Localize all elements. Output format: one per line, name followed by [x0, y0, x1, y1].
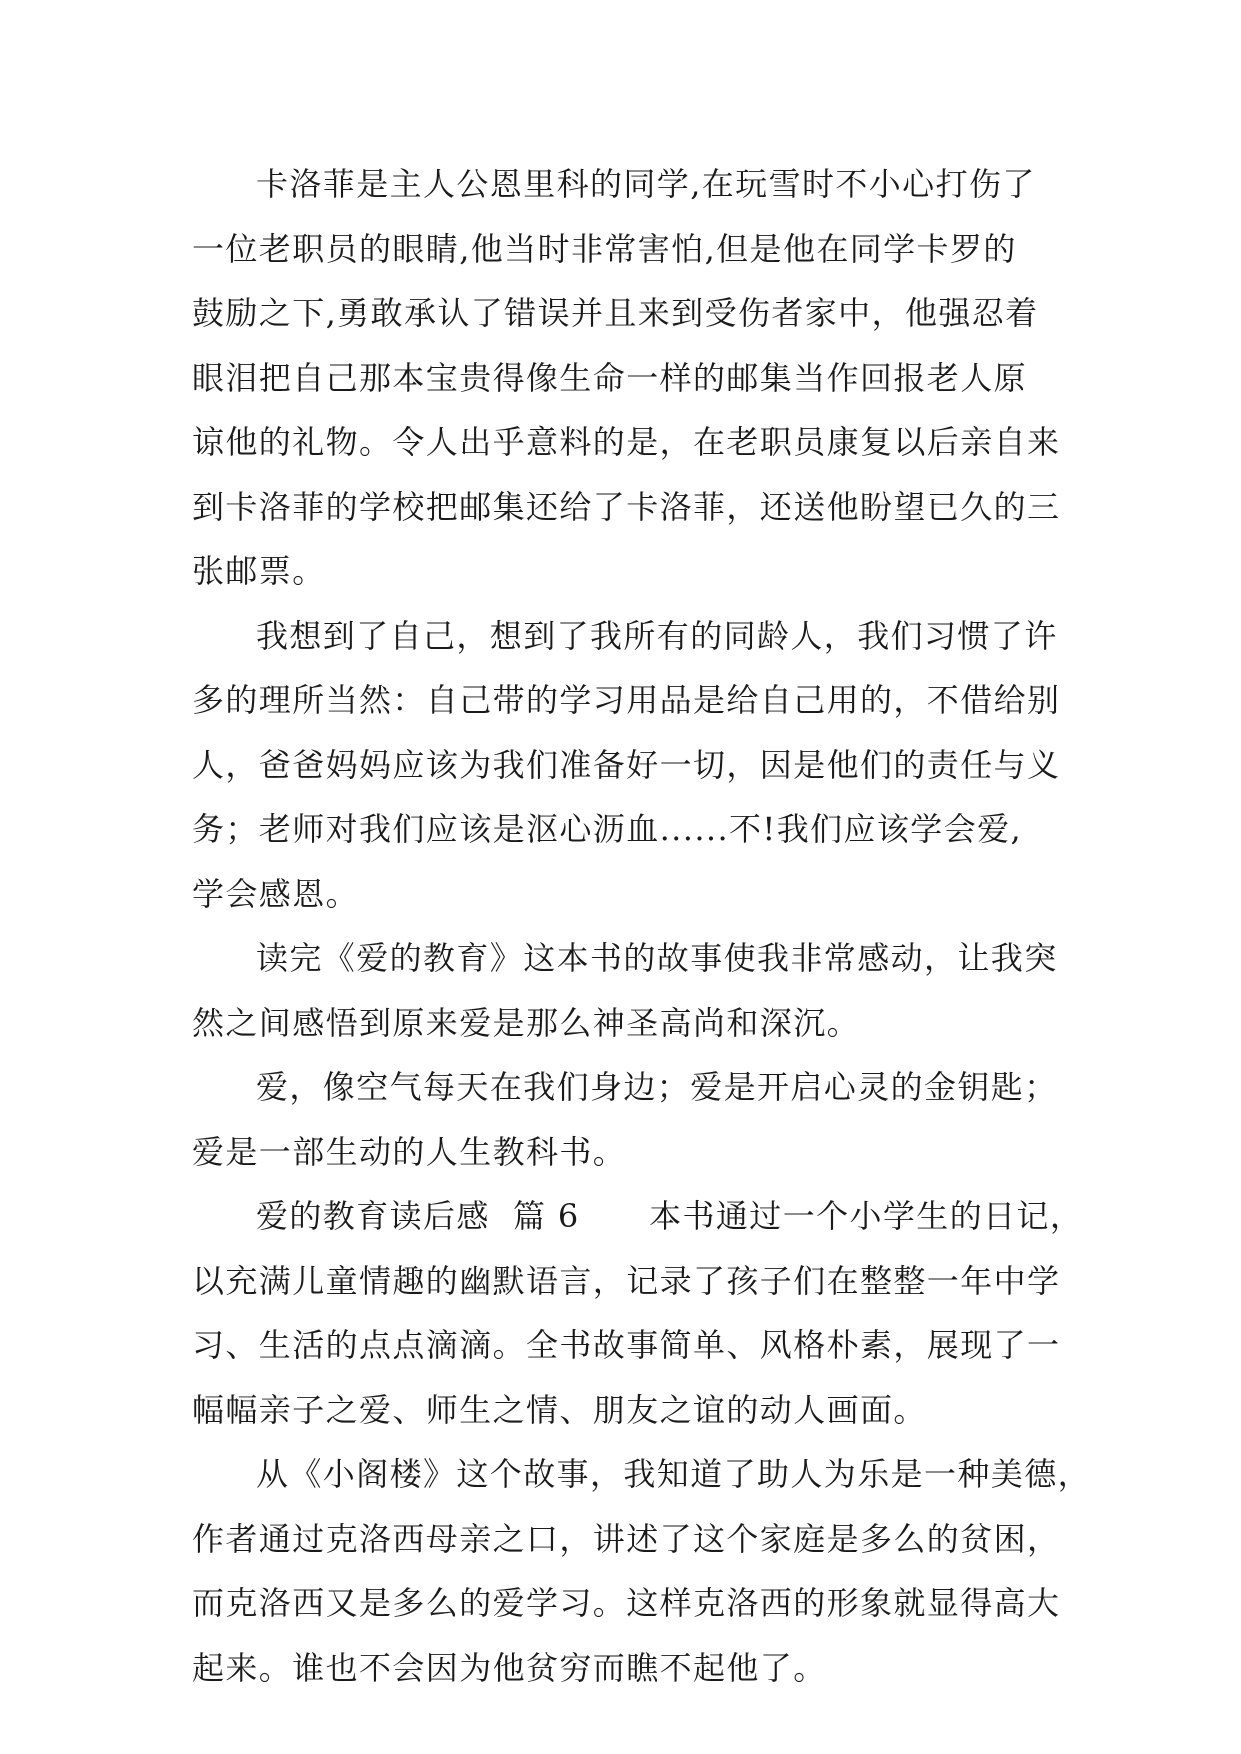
- text-line: 谅他的礼物。令人出乎意料的是，在老职员康复以后亲自来: [192, 423, 1061, 461]
- text-line: 多的理所当然：自己带的学习用品是给自己用的，不借给别: [192, 681, 1061, 719]
- text-line: 爱的教育读后感 篇 6 本书通过一个小学生的日记，: [256, 1197, 1084, 1235]
- text-line: 读完《爱的教育》这本书的故事使我非常感动，让我突: [256, 939, 1058, 977]
- text-line: 我想到了自己，想到了我所有的同龄人，我们习惯了许: [256, 616, 1058, 655]
- text-line: 爱是一部生动的人生教科书。: [192, 1132, 627, 1171]
- text-line: 幅幅亲子之爱、师生之情、朋友之谊的动人画面。: [192, 1390, 927, 1429]
- text-line: 眼泪把自己那本宝贵得像生命一样的邮集当作回报老人原: [192, 358, 1028, 397]
- text-line: 务；老师对我们应该是沤心沥血......不!我们应该学会爱,: [192, 810, 1023, 848]
- text-line: 卡洛菲是主人公恩里科的同学,在玩雪时不小心打伤了: [256, 165, 1036, 203]
- text-line: 从《小阁楼》这个故事，我知道了助人为乐是一种美德，: [256, 1455, 1092, 1493]
- text-line: 到卡洛菲的学校把邮集还给了卡洛菲，还送他盼望已久的三: [192, 487, 1061, 526]
- text-line: 以充满儿童情趣的幽默语言，记录了孩子们在整整一年中学: [192, 1261, 1061, 1300]
- text-line: 而克洛西又是多么的爱学习。这样克洛西的形象就显得高大: [192, 1584, 1061, 1622]
- text-line: 鼓励之下,勇敢承认了错误并且来到受伤者家中，他强忍着: [192, 294, 1039, 332]
- paragraph: [192, 1055, 1062, 1184]
- text-line: 起来。谁也不会因为他贫穷而瞧不起他了。: [192, 1648, 827, 1687]
- text-line: 人，爸爸妈妈应该为我们准备好一切，因是他们的责任与义: [192, 745, 1061, 784]
- paragraph: [192, 1442, 1092, 1700]
- paragraph: [192, 604, 1062, 927]
- text-line: 习、生活的点点滴滴。全书故事简单、风格朴素，展现了一: [192, 1326, 1061, 1364]
- text-line: 爱，像空气每天在我们身边；爱是开启心灵的金钥匙；: [256, 1068, 1058, 1106]
- document-body: [192, 152, 1092, 1700]
- paragraph: [192, 1184, 1084, 1442]
- text-line: 学会感恩。: [192, 874, 360, 913]
- paragraph: [192, 152, 1062, 604]
- text-line: 作者通过克洛西母亲之口，讲述了这个家庭是多么的贫困，: [192, 1519, 1061, 1558]
- text-line: 张邮票。: [192, 552, 326, 590]
- text-line: 一位老职员的眼睛,他当时非常害怕,但是他在同学卡罗的: [192, 229, 1017, 268]
- paragraph: [192, 926, 1062, 1055]
- text-line: 然之间感悟到原来爱是那么神圣高尚和深沉。: [192, 1003, 861, 1042]
